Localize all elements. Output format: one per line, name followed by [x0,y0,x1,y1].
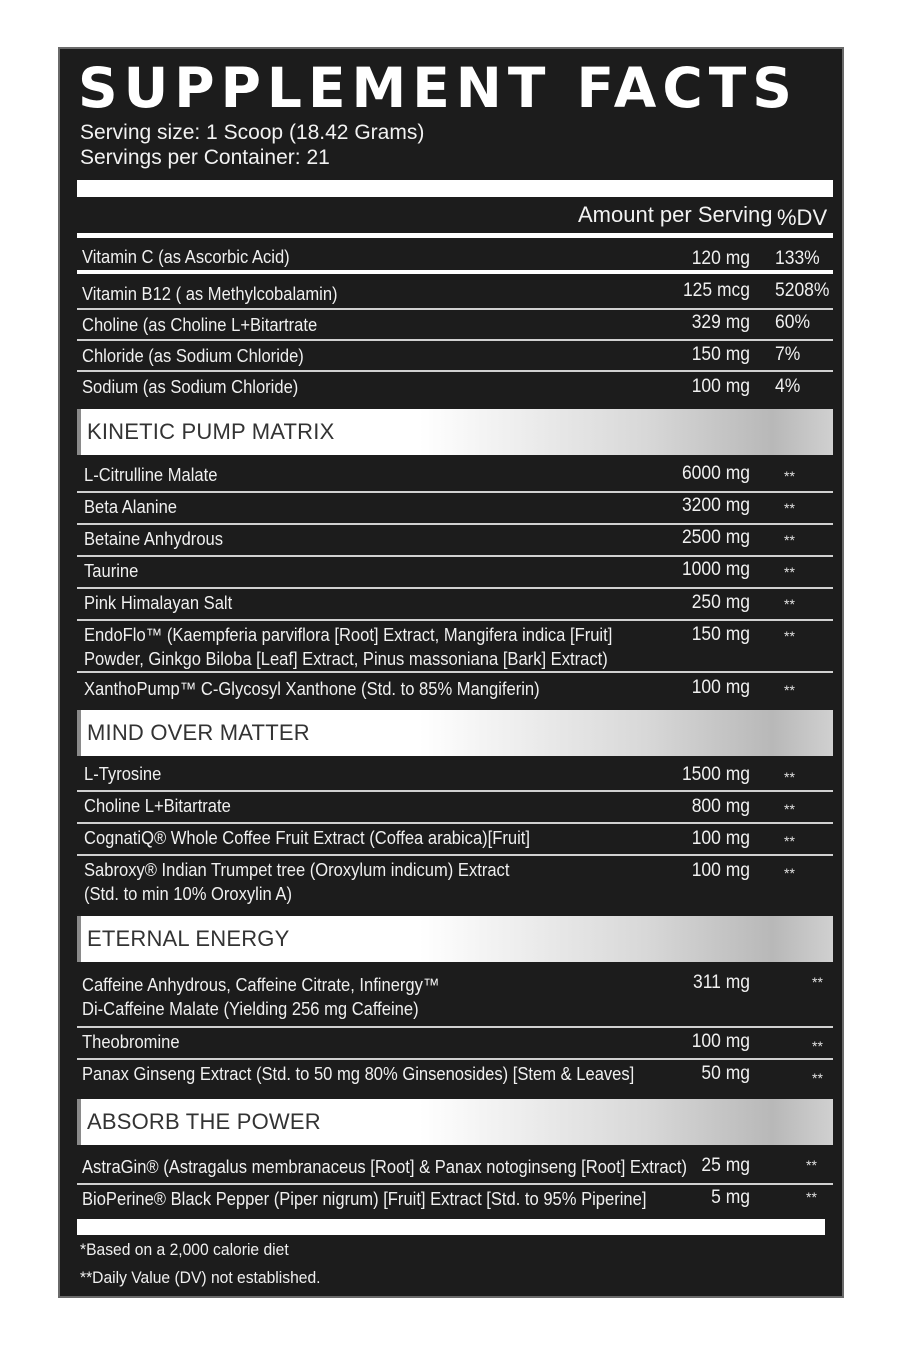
ingredient-name: Pink Himalayan Salt [84,593,233,613]
vitamin-row-dv: 7% [775,344,801,365]
ingredient-amount: 100 mg [691,1031,750,1052]
ingredient-name: BioPerine® Black Pepper (Piper nigrum) [Fruit] Extract [Std. to 95% Piperine] [82,1189,647,1209]
ingredient-dv: ** [812,1038,823,1054]
vitamin-row-name: Chloride (as Sodium Chloride) [82,346,304,366]
ingredient-name-line2: (Std. to min 10% Oroxylin A) [84,884,293,904]
vitamin-row-amount: 100 mg [691,376,750,397]
amount-per-serving-header: Amount per Serving [578,202,773,227]
row-divider [77,308,833,310]
ingredient-amount: 1000 mg [681,559,750,580]
ingredient-dv: ** [784,769,795,785]
ingredient-amount: 6000 mg [681,463,750,484]
row-divider [77,370,833,372]
ingredient-dv: ** [812,1070,823,1086]
vitamin-row-dv: 133% [775,248,820,269]
vitamin-row-dv: 60% [775,312,810,333]
ingredient-dv: ** [784,628,795,644]
vitamin-row-dv: 4% [775,376,801,397]
ingredient-name: EndoFlo™ (Kaempferia parviflora [Root] Extract, Mangifera indica [Fruit] [84,625,613,645]
dv-header: %DV [777,205,828,230]
ingredient-dv: ** [784,564,795,580]
thick-divider [77,180,833,197]
ingredient-name: XanthoPump™ C-Glycosyl Xanthone (Std. to 85% Mangiferin) [84,679,540,699]
vitamin-row-name: Sodium (as Sodium Chloride) [82,377,299,397]
row-divider [77,790,833,792]
row-divider [77,270,833,274]
ingredient-dv: ** [812,974,823,990]
ingredient-name: L-Citrulline Malate [84,465,218,485]
row-divider [77,822,833,824]
supplement-facts-panel [58,47,844,1298]
ingredient-dv: ** [806,1157,817,1173]
ingredient-amount: 2500 mg [681,527,750,548]
ingredient-dv: ** [806,1189,817,1205]
thick-divider [77,1219,825,1235]
ingredient-name: AstraGin® (Astragalus membranaceus [Root] & Panax notoginseng [Root] Extract) [82,1157,687,1177]
section-kinetic-pump-matrix [77,409,833,455]
ingredient-dv: ** [784,865,795,881]
row-divider [77,1026,833,1028]
serving-size: Serving size: 1 Scoop (18.42 Grams) [80,121,425,144]
ingredient-name: Beta Alanine [84,497,178,517]
vitamin-row-amount: 125 mcg [682,280,750,301]
ingredient-name: Taurine [84,561,139,581]
row-divider [77,854,833,856]
header-divider [77,233,833,238]
ingredient-name: Choline L+Bitartrate [84,796,231,816]
row-divider [77,587,833,589]
vitamin-row-amount: 329 mg [691,312,750,333]
ingredient-dv: ** [784,468,795,484]
ingredient-name: Betaine Anhydrous [84,529,224,549]
ingredient-amount: 250 mg [691,592,750,613]
row-divider [77,339,833,341]
row-divider [77,523,833,525]
ingredient-name: L-Tyrosine [84,764,162,784]
ingredient-dv: ** [784,500,795,516]
ingredient-dv: ** [784,682,795,698]
vitamin-row-dv: 5208% [775,280,830,301]
ingredient-name: Panax Ginseng Extract (Std. to 50 mg 80% Ginsenosides) [Stem & Leaves] [82,1064,635,1084]
vitamin-row-name: Vitamin B12 ( as Methylcobalamin) [82,284,338,304]
ingredient-amount: 311 mg [692,972,750,993]
row-divider [77,491,833,493]
ingredient-dv: ** [784,596,795,612]
ingredient-name: Theobromine [82,1032,180,1052]
ingredient-amount: 1500 mg [681,764,750,785]
section-mind-over-matter [77,710,833,756]
section-eternal-energy [77,916,833,962]
ingredient-name-line2: Powder, Ginkgo Biloba [Leaf] Extract, Pinus massoniana [Bark] Extract) [84,649,608,669]
row-divider [77,1183,833,1185]
servings-per-container: Servings per Container: 21 [80,146,330,169]
vitamin-row-amount: 150 mg [691,344,750,365]
ingredient-amount: 25 mg [701,1155,750,1176]
footnote: *Based on a 2,000 calorie diet [80,1240,289,1259]
section-title: KINETIC PUMP MATRIX [87,419,335,444]
row-divider [77,671,833,673]
ingredient-dv: ** [784,833,795,849]
section-title: ETERNAL ENERGY [87,926,290,951]
footnote: **Daily Value (DV) not established. [80,1268,321,1287]
ingredient-amount: 5 mg [711,1187,750,1208]
section-title: MIND OVER MATTER [87,720,310,745]
ingredient-amount: 100 mg [691,677,750,698]
row-divider [77,619,833,621]
ingredient-name: Caffeine Anhydrous, Caffeine Citrate, Infinergy™ [82,975,440,995]
ingredient-amount: 150 mg [691,624,750,645]
ingredient-dv: ** [784,801,795,817]
vitamin-row-amount: 120 mg [691,248,750,269]
ingredient-name: Sabroxy® Indian Trumpet tree (Oroxylum indicum) Extract [84,860,510,880]
ingredient-name-line2: Di-Caffeine Malate (Yielding 256 mg Caffeine) [82,999,419,1019]
ingredient-amount: 3200 mg [681,495,750,516]
row-divider [77,555,833,557]
ingredient-amount: 100 mg [691,828,750,849]
vitamin-row-name: Vitamin C (as Ascorbic Acid) [82,247,290,267]
ingredient-dv: ** [784,532,795,548]
ingredient-name: CognatiQ® Whole Coffee Fruit Extract (Coffea arabica)[Fruit] [84,828,531,848]
vitamin-row-name: Choline (as Choline L+Bitartrate [82,315,318,335]
ingredient-amount: 50 mg [701,1063,750,1084]
ingredient-amount: 100 mg [691,860,750,881]
page-title: SUPPLEMENT FACTS [78,56,798,120]
row-divider [77,1058,833,1060]
section-title: ABSORB THE POWER [87,1109,321,1134]
ingredient-amount: 800 mg [691,796,750,817]
section-absorb-the-power [77,1099,833,1145]
